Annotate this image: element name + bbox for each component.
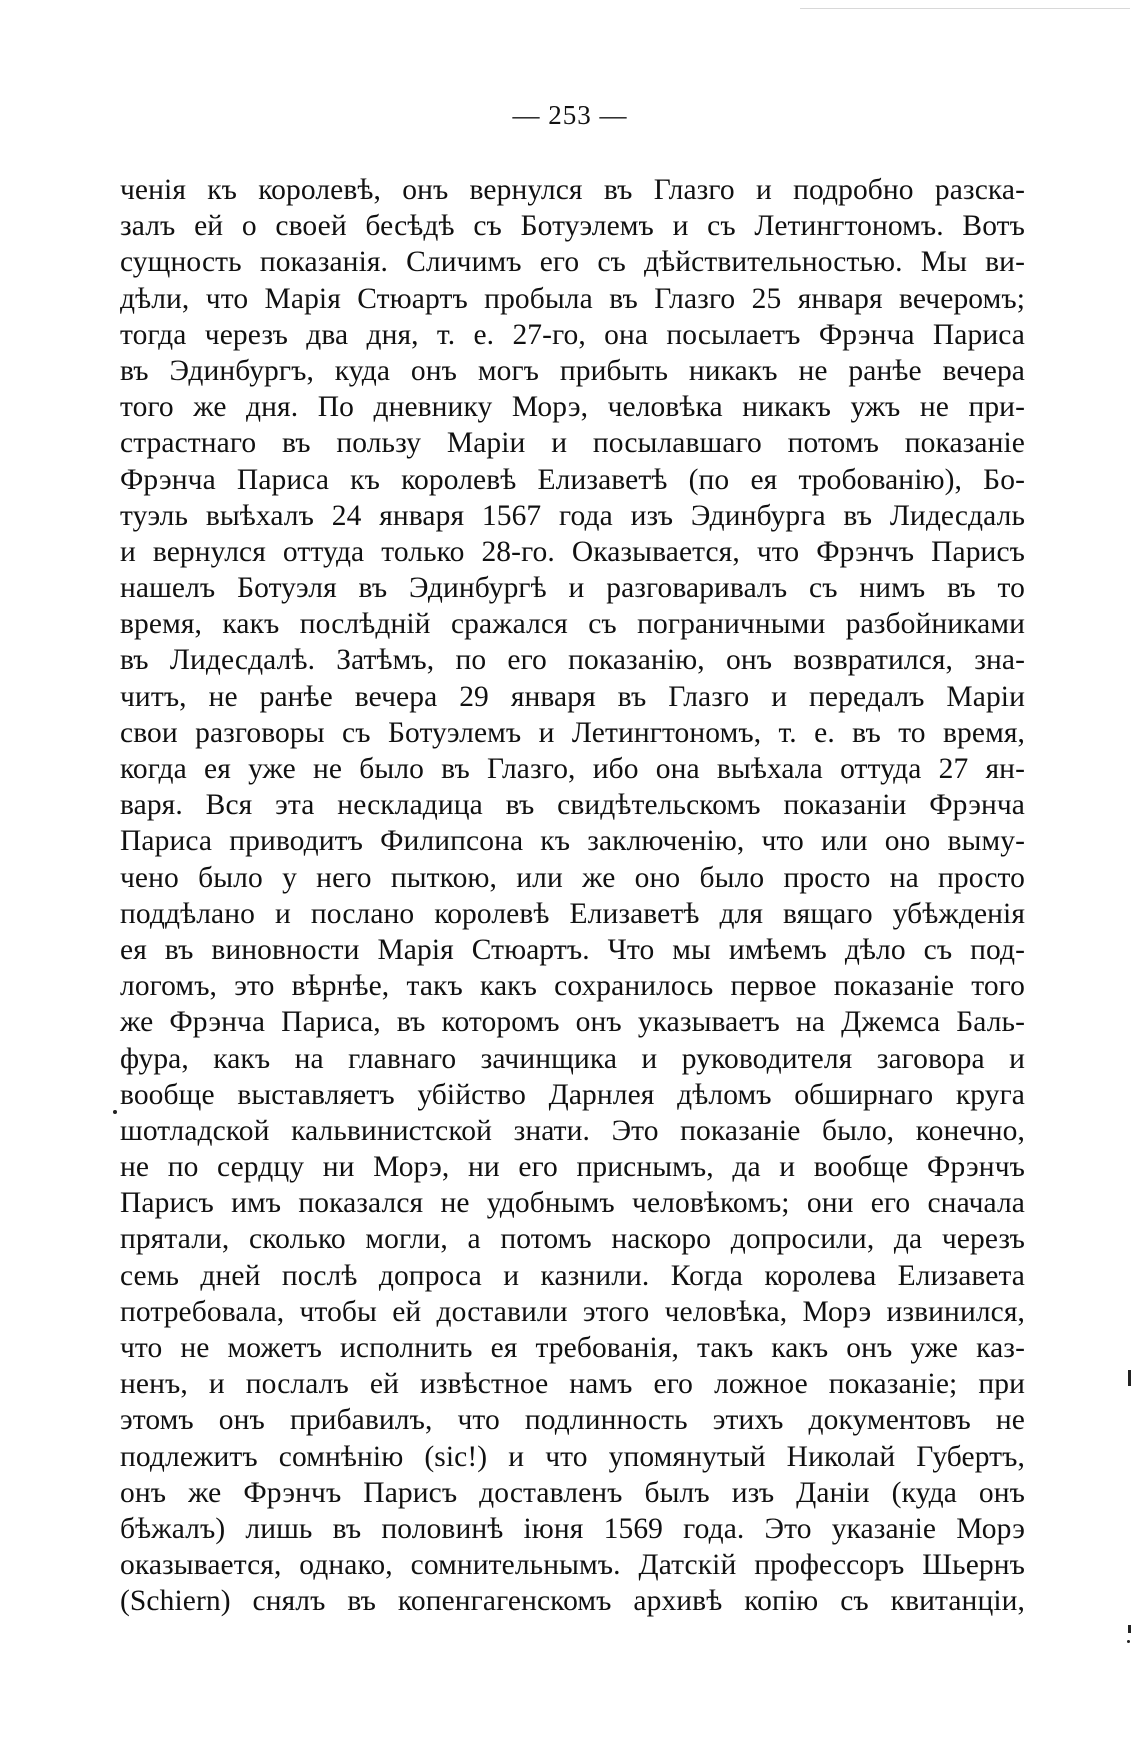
text-line: варя. Вся эта нескладица въ свидѣтельскомъ показаніи Фрэнча	[120, 789, 1025, 822]
text-line: семь дней послѣ допроса и казнили. Когда королева Елизавета	[120, 1259, 1025, 1292]
margin-speck	[113, 1110, 117, 1114]
text-line: чено было у него пыткою, или же оно было просто на просто	[120, 861, 1025, 894]
text-line: бѣжалъ) лишь въ половинѣ іюня 1569 года. Это указаніе Морэ	[120, 1512, 1025, 1545]
text-line: Фрэнча Париса къ королевѣ Елизаветѣ (по ея тробованію), Бо-	[120, 463, 1025, 496]
page-number: — 253 —	[512, 100, 628, 130]
text-line: (Schiern) снялъ въ копенгагенскомъ архивѣ копію съ квитанціи,	[120, 1585, 1025, 1618]
text-line: потребовала, чтобы ей доставили этого человѣка, Морэ извинился,	[120, 1295, 1025, 1328]
text-line: время, какъ послѣдній сражался съ пограничными разбойниками	[120, 608, 1025, 641]
text-line: логомъ, это вѣрнѣе, такъ какъ сохранилось первое показаніе того	[120, 970, 1025, 1003]
text-line: фура, какъ на главнаго зачинщика и руководителя заговора и	[120, 1042, 1025, 1075]
text-line: и вернулся оттуда только 28-го. Оказывается, что Фрэнчъ Парисъ	[120, 535, 1025, 568]
text-line: же Фрэнча Париса, въ которомъ онъ указываетъ на Джемса Баль-	[120, 1006, 1025, 1039]
text-line: сущность показанія. Сличимъ его съ дѣйствительностью. Мы ви-	[120, 246, 1025, 279]
body-text	[120, 172, 1025, 1620]
text-line: ея въ виновности Марія Стюартъ. Что мы имѣемъ дѣло съ под-	[120, 933, 1025, 966]
text-line: залъ ей о своей бесѣдѣ съ Ботуэлемъ и съ Летингтономъ. Вотъ	[120, 210, 1025, 243]
text-line: шотладской кальвинистской знати. Это показаніе было, конечно,	[120, 1114, 1025, 1147]
text-line: свои разговоры съ Ботуэлемъ и Летингтономъ, т. е. въ то время,	[120, 716, 1025, 749]
text-line: оказывается, однако, сомнительнымъ. Датскій профессоръ Шьернъ	[120, 1549, 1025, 1582]
text-line: прятали, сколько могли, а потомъ наскоро допросили, да черезъ	[120, 1223, 1025, 1256]
text-line: Парисъ имъ показался не удобнымъ человѣкомъ; они его сначала	[120, 1187, 1025, 1220]
text-line: Париса приводитъ Филипсона къ заключенію, что или оно выму-	[120, 825, 1025, 858]
margin-speck	[1127, 1640, 1130, 1643]
text-line: нашелъ Ботуэля въ Эдинбургѣ и разговаривалъ съ нимъ въ то	[120, 572, 1025, 605]
text-line: читъ, не ранѣе вечера 29 января въ Глазго и передалъ Маріи	[120, 680, 1025, 713]
text-line: не по сердцу ни Морэ, ни его приснымъ, да и вообще Фрэнчъ	[120, 1151, 1025, 1184]
text-line: поддѣлано и послано королевѣ Елизаветѣ для вящаго убѣжденія	[120, 897, 1025, 930]
text-line: ченія къ королевѣ, онъ вернулся въ Глазго и подробно разска-	[120, 174, 1025, 206]
scan-edge-rule	[800, 8, 1130, 9]
text-line: когда ея уже не было въ Глазго, ибо она выѣхала оттуда 27 ян-	[120, 753, 1025, 785]
text-line: того же дня. По дневнику Морэ, человѣка никакъ ужъ не при-	[120, 391, 1025, 424]
text-line: тогда черезъ два дня, т. е. 27-го, она посылаетъ Фрэнча Париса	[120, 318, 1025, 351]
text-line: туэль выѣхалъ 24 января 1567 года изъ Эдинбурга въ Лидесдаль	[120, 499, 1025, 532]
margin-speck	[1128, 1370, 1131, 1386]
text-line: въ Лидесдалѣ. Затѣмъ, по его показанію, онъ возвратился, зна-	[120, 644, 1025, 677]
text-line: ненъ, и послалъ ей извѣстное намъ его ложное показаніе; при	[120, 1368, 1025, 1401]
text-line: въ Эдинбургъ, куда онъ могъ прибыть никакъ не ранѣе вечера	[120, 354, 1025, 387]
text-line: дѣли, что Марія Стюартъ пробыла въ Глазго 25 января вечеромъ;	[120, 282, 1025, 315]
text-line: этомъ онъ прибавилъ, что подлинность этихъ документовъ не	[120, 1404, 1025, 1437]
margin-speck	[1128, 1625, 1131, 1633]
text-line: подлежитъ сомнѣнію (sic!) и что упомянутый Николай Губертъ,	[120, 1440, 1025, 1473]
text-line: вообще выставляетъ убійство Дарнлея дѣломъ обширнаго круга	[120, 1078, 1025, 1111]
text-line: онъ же Фрэнчъ Парисъ доставленъ былъ изъ Даніи (куда онъ	[120, 1476, 1025, 1509]
text-line: что не можетъ исполнить ея требованія, такъ какъ онъ уже каз-	[120, 1332, 1025, 1364]
text-line: страстнаго въ пользу Маріи и посылавшаго потомъ показаніе	[120, 427, 1025, 460]
